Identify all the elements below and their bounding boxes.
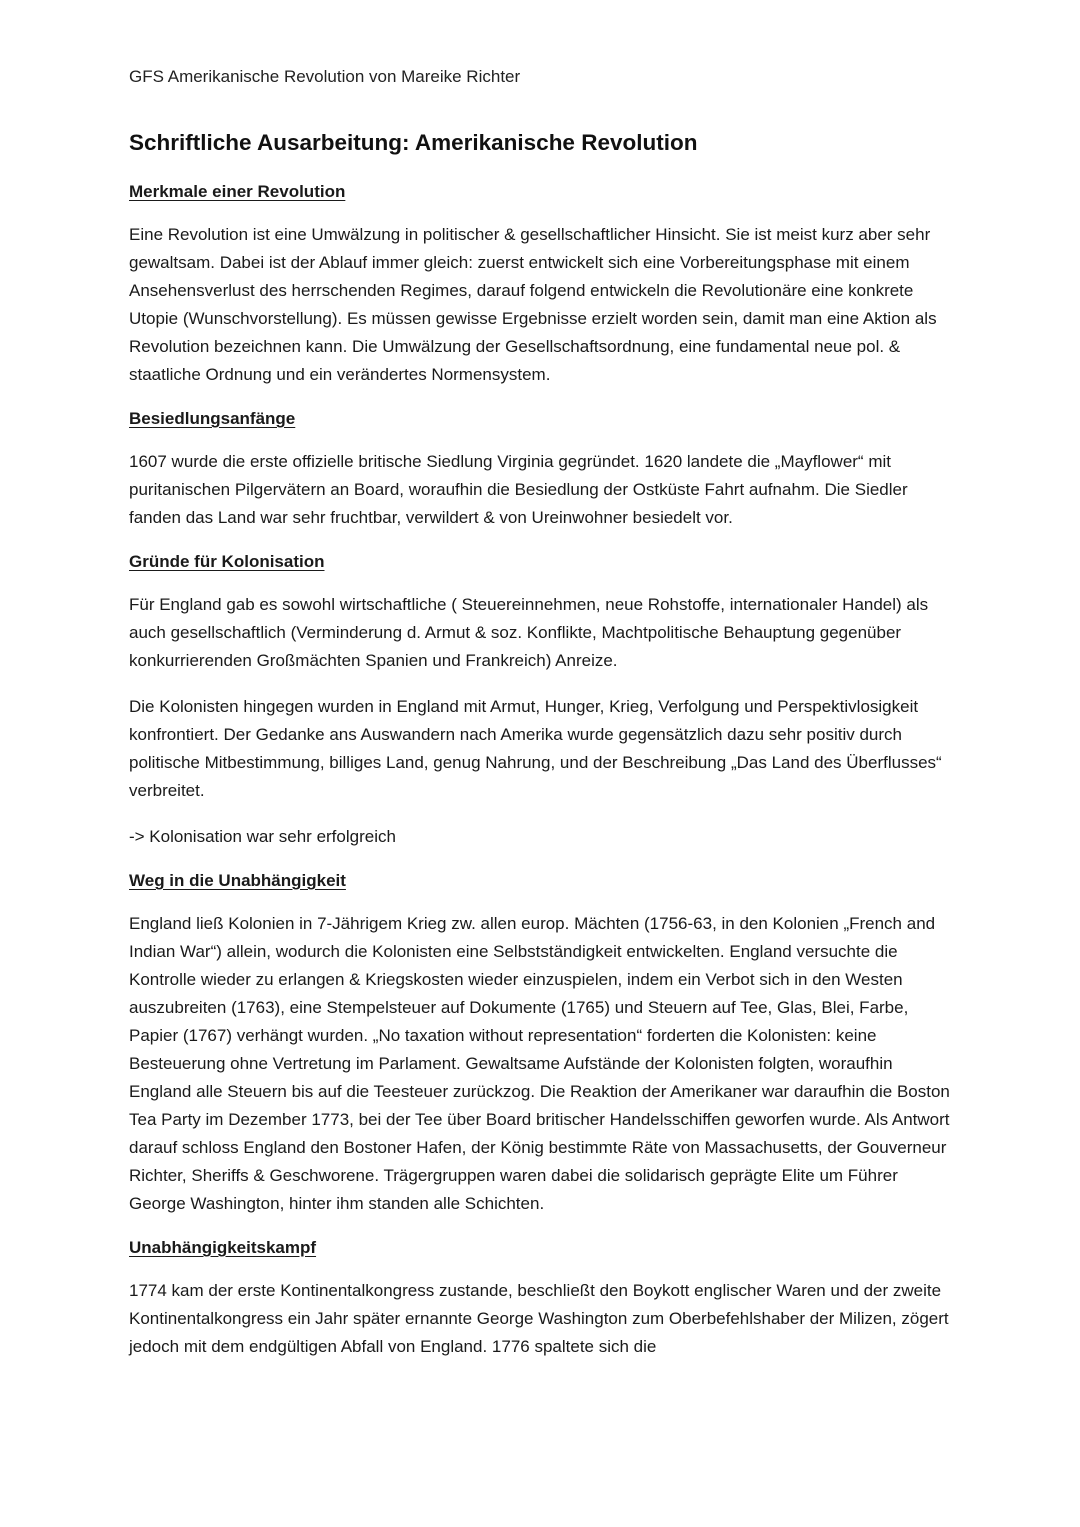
- document-body: [129, 128, 959, 1379]
- section-heading: Besiedlungsanfänge: [129, 409, 296, 428]
- paragraph: Für England gab es sowohl wirtschaftliche ( Steuereinnehmen, neue Rohstoffe, internationaler Handel) als auch gesellschaftlich (Verminderung d. Armut & soz. Konflikte, Machtpolitische Behauptung gegenüber konkurrierenden Großmächten Spanien und Frankreich) Anreize.: [129, 595, 929, 670]
- section-heading: Weg in die Unabhängigkeit: [129, 871, 346, 890]
- document-title: Schriftliche Ausarbeitung: Amerikanische Revolution: [129, 130, 698, 155]
- paragraph: Die Kolonisten hingegen wurden in England mit Armut, Hunger, Krieg, Verfolgung und Perspektivlosigkeit konfrontiert. Der Gedanke ans Auswandern nach Amerika wurde gegensätzlich dazu sehr positiv durch politische Mitbestimmung, billiges Land, genug Nahrung, und der Beschreibung „Das Land des Überflusses“ verbreitet.: [129, 697, 942, 800]
- section-kolonisation: [129, 550, 959, 851]
- paragraph: 1774 kam der erste Kontinentalkongress zustande, beschließt den Boykott englischer Waren und der zweite Kontinentalkongress ein Jahr später ernannte George Washington zum Oberbefehlshaber der Milizen, zögert jedoch mit dem endgültigen Abfall von England. 1776 spaltete sich die: [129, 1281, 949, 1356]
- paragraph: England ließ Kolonien in 7-Jährigem Krieg zw. allen europ. Mächten (1756-63, in den Kolonien „French and Indian War“) allein, wodurch die Kolonisten eine Selbstständigkeit entwickelten. England versuchte die Kontrolle wieder zu erlangen & Kriegskosten wieder einzuspielen, indem ein Verbot sich in den Westen auszubreiten (1763), eine Stempelsteuer auf Dokumente (1765) und Steuern auf Tee, Glas, Blei, Farbe, Papier (1767) verhängt wurden. „No taxation without representation“ forderten die Kolonisten: keine Besteuerung ohne Vertretung im Parlament. Gewaltsame Aufstände der Kolonisten folgten, woraufhin England alle Steuern bis auf die Teesteuer zurückzog. Die Reaktion der Amerikaner war daraufhin die Boston Tea Party im Dezember 1773, bei der Tee über Board britischer Handelsschiffen geworfen wurde. Als Antwort darauf schloss England den Bostoner Hafen, der König bestimmte Räte von Massachusetts, der Gouverneur Richter, Sheriffs & Geschworene. Trägergruppen waren dabei die solidarisch geprägte Elite um Führer George Washington, hinter ihm standen alle Schichten.: [129, 914, 950, 1213]
- paragraph: -> Kolonisation war sehr erfolgreich: [129, 827, 396, 846]
- paragraph: Eine Revolution ist eine Umwälzung in politischer & gesellschaftlicher Hinsicht. Sie ist meist kurz aber sehr gewaltsam. Dabei ist der Ablauf immer gleich: zuerst entwickelt sich eine Vorbereitungsphase mit einem Ansehensverlust des herrschenden Regimes, darauf folgend entwickeln die Revolutionäre eine konkrete Utopie (Wunschvorstellung). Es müssen gewisse Ergebnisse erzielt worden sein, damit man eine Aktion als Revolution bezeichnen kann. Die Umwälzung der Gesellschaftsordnung, eine fundamental neue pol. & staatliche Ordnung und ein verändertes Normensystem.: [129, 225, 937, 384]
- section-heading: Gründe für Kolonisation: [129, 552, 325, 571]
- section-merkmale: [129, 180, 959, 389]
- section-heading: Unabhängigkeitskampf: [129, 1238, 317, 1257]
- paragraph: 1607 wurde die erste offizielle britische Siedlung Virginia gegründet. 1620 landete die „Mayflower“ mit puritanischen Pilgervätern an Board, woraufhin die Besiedlung der Ostküste Fahrt aufnahm. Die Siedler fanden das Land war sehr fruchtbar, verwildert & von Ureinwohner besiedelt vor.: [129, 452, 908, 527]
- section-heading: Merkmale einer Revolution: [129, 182, 346, 201]
- section-besiedlung: [129, 407, 959, 532]
- section-unabhaengigkeit-weg: [129, 869, 959, 1218]
- section-unabhaengigkeitskampf: [129, 1236, 959, 1361]
- document-header: GFS Amerikanische Revolution von Mareike Richter: [129, 67, 521, 86]
